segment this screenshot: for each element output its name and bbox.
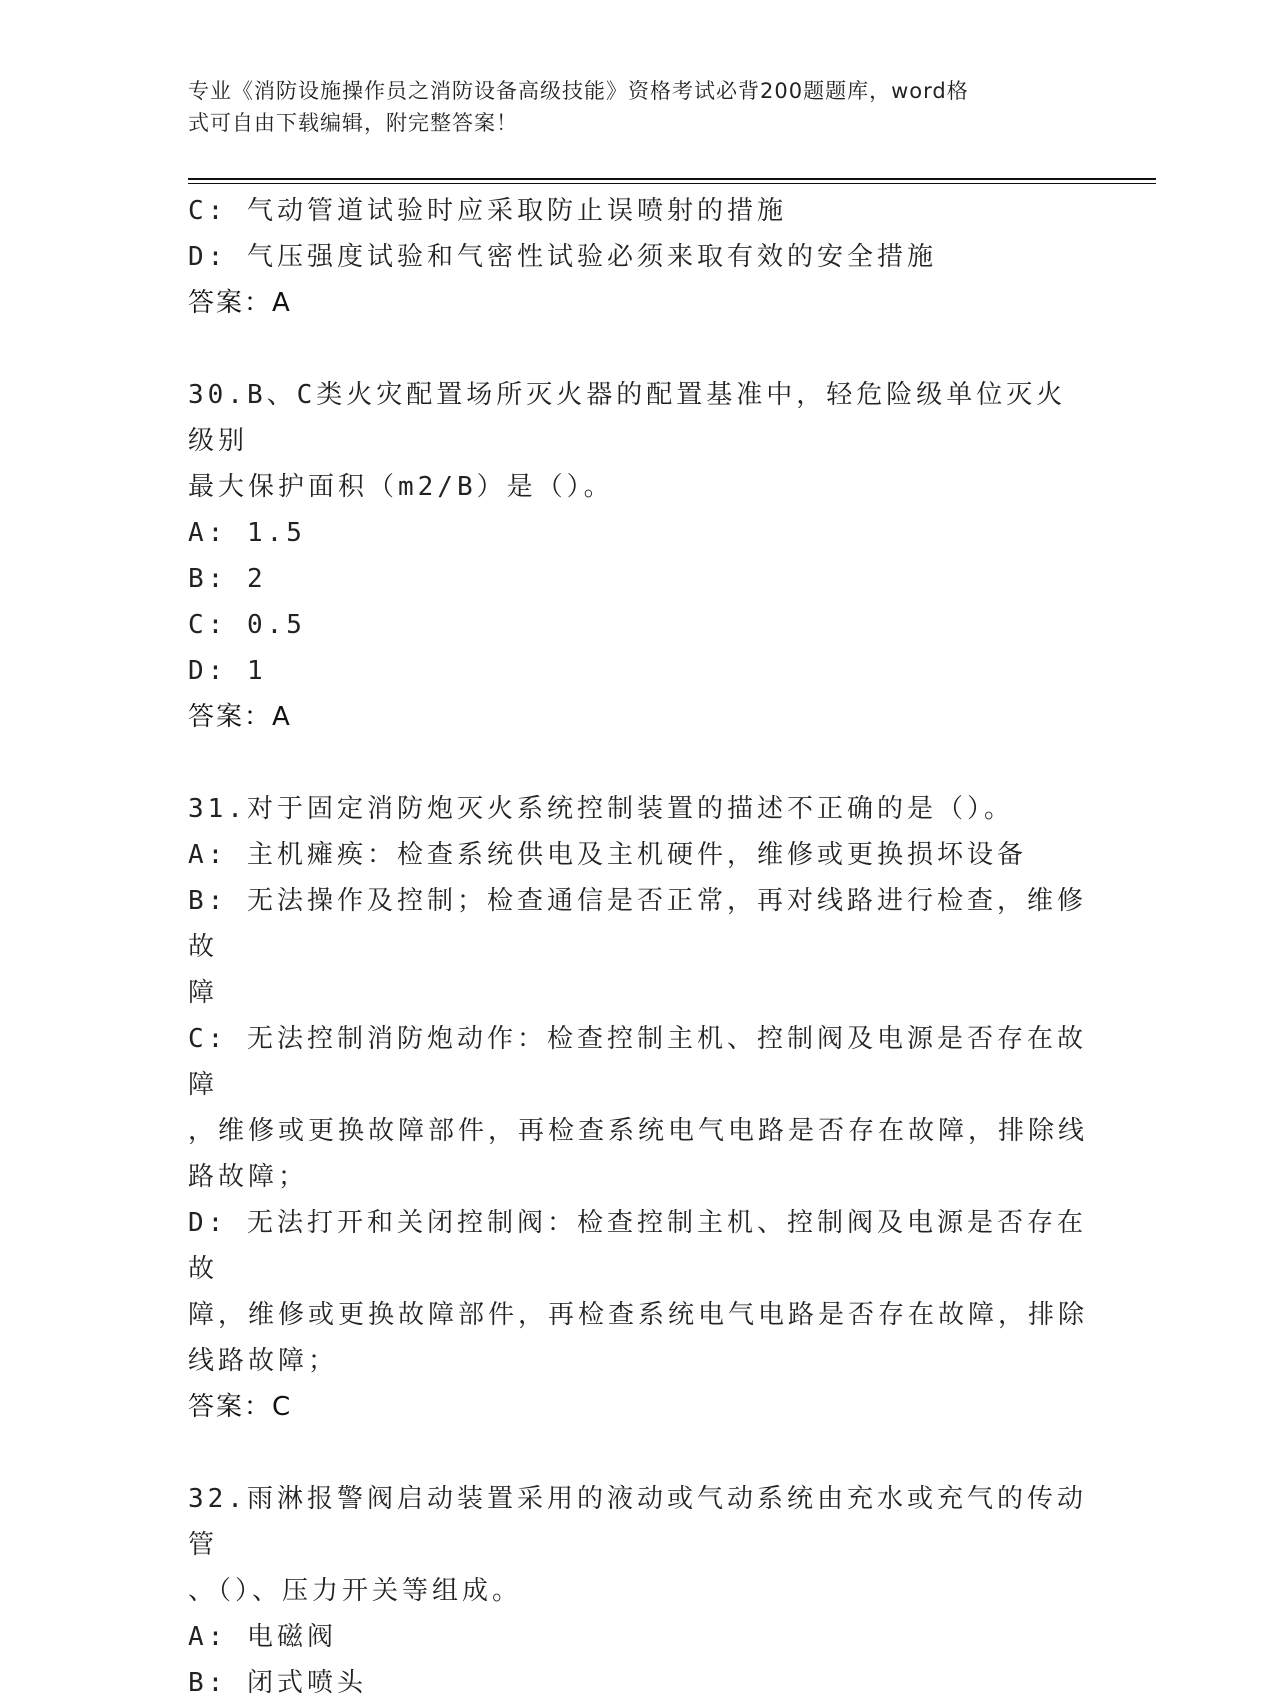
answer-line: 答案：A — [188, 288, 292, 318]
header-line-2: 式可自由下载编辑，附完整答案！ — [188, 111, 518, 135]
option-a: A: 主机瘫痪：检查系统供电及主机硬件，维修或更换损坏设备 — [188, 840, 1027, 870]
option-b: B: 2 — [188, 564, 267, 594]
option-c-line-2: ，维修或更换故障部件，再检查系统电气电路是否存在故障，排除线 — [188, 1116, 1089, 1146]
option-d: D: 气压强度试验和气密性试验必须来取有效的安全措施 — [188, 242, 937, 272]
option-b-line-1: B: 无法操作及控制；检查通信是否正常，再对线路进行检查，维修故 — [188, 886, 1087, 962]
option-b: B: 闭式喷头 — [188, 1668, 367, 1698]
header-divider-thick — [188, 178, 1156, 180]
question-31 — [188, 786, 1088, 1430]
question-29-continued — [188, 188, 1088, 326]
option-c-line-3: 路故障； — [188, 1162, 309, 1192]
option-b-line-2: 障 — [188, 978, 219, 1008]
question-30 — [188, 372, 1088, 740]
document-header — [188, 75, 1068, 139]
option-d-line-1: D: 无法打开和关闭控制阀：检查控制主机、控制阀及电源是否存在故 — [188, 1208, 1087, 1284]
option-d-line-2: 障，维修或更换故障部件，再检查系统电气电路是否存在故障，排除 — [188, 1300, 1089, 1330]
question-stem: 31.对于固定消防炮灭火系统控制装置的描述不正确的是（）。 — [188, 794, 1014, 824]
option-c: C: 0.5 — [188, 610, 306, 640]
question-stem-line-1: 30.B、C类火灾配置场所灭火器的配置基准中，轻危险级单位灭火级别 — [188, 380, 1067, 456]
answer-line: 答案：A — [188, 702, 292, 732]
question-content — [188, 188, 1088, 1706]
spacer — [188, 326, 1088, 372]
spacer — [188, 1430, 1088, 1476]
header-line-1: 专业《消防设施操作员之消防设备高级技能》资格考试必背200题题库，word格 — [188, 79, 969, 103]
option-d-line-3: 线路故障； — [188, 1346, 339, 1376]
option-a: A: 1.5 — [188, 518, 306, 548]
option-d: D: 1 — [188, 656, 267, 686]
option-c: C: 气动管道试验时应采取防止误喷射的措施 — [188, 196, 787, 226]
option-c-line-1: C: 无法控制消防炮动作：检查控制主机、控制阀及电源是否存在故障 — [188, 1024, 1087, 1100]
question-stem-line-1: 32.雨淋报警阀启动装置采用的液动或气动系统由充水或充气的传动管 — [188, 1484, 1087, 1560]
option-a: A: 电磁阀 — [188, 1622, 337, 1652]
answer-line: 答案：C — [188, 1392, 293, 1422]
question-stem-line-2: 、（）、压力开关等组成。 — [188, 1576, 523, 1606]
question-stem-line-2: 最大保护面积（m2/B）是（）。 — [188, 472, 614, 502]
header-divider-thin — [188, 183, 1156, 184]
question-32 — [188, 1476, 1088, 1706]
spacer — [188, 740, 1088, 786]
